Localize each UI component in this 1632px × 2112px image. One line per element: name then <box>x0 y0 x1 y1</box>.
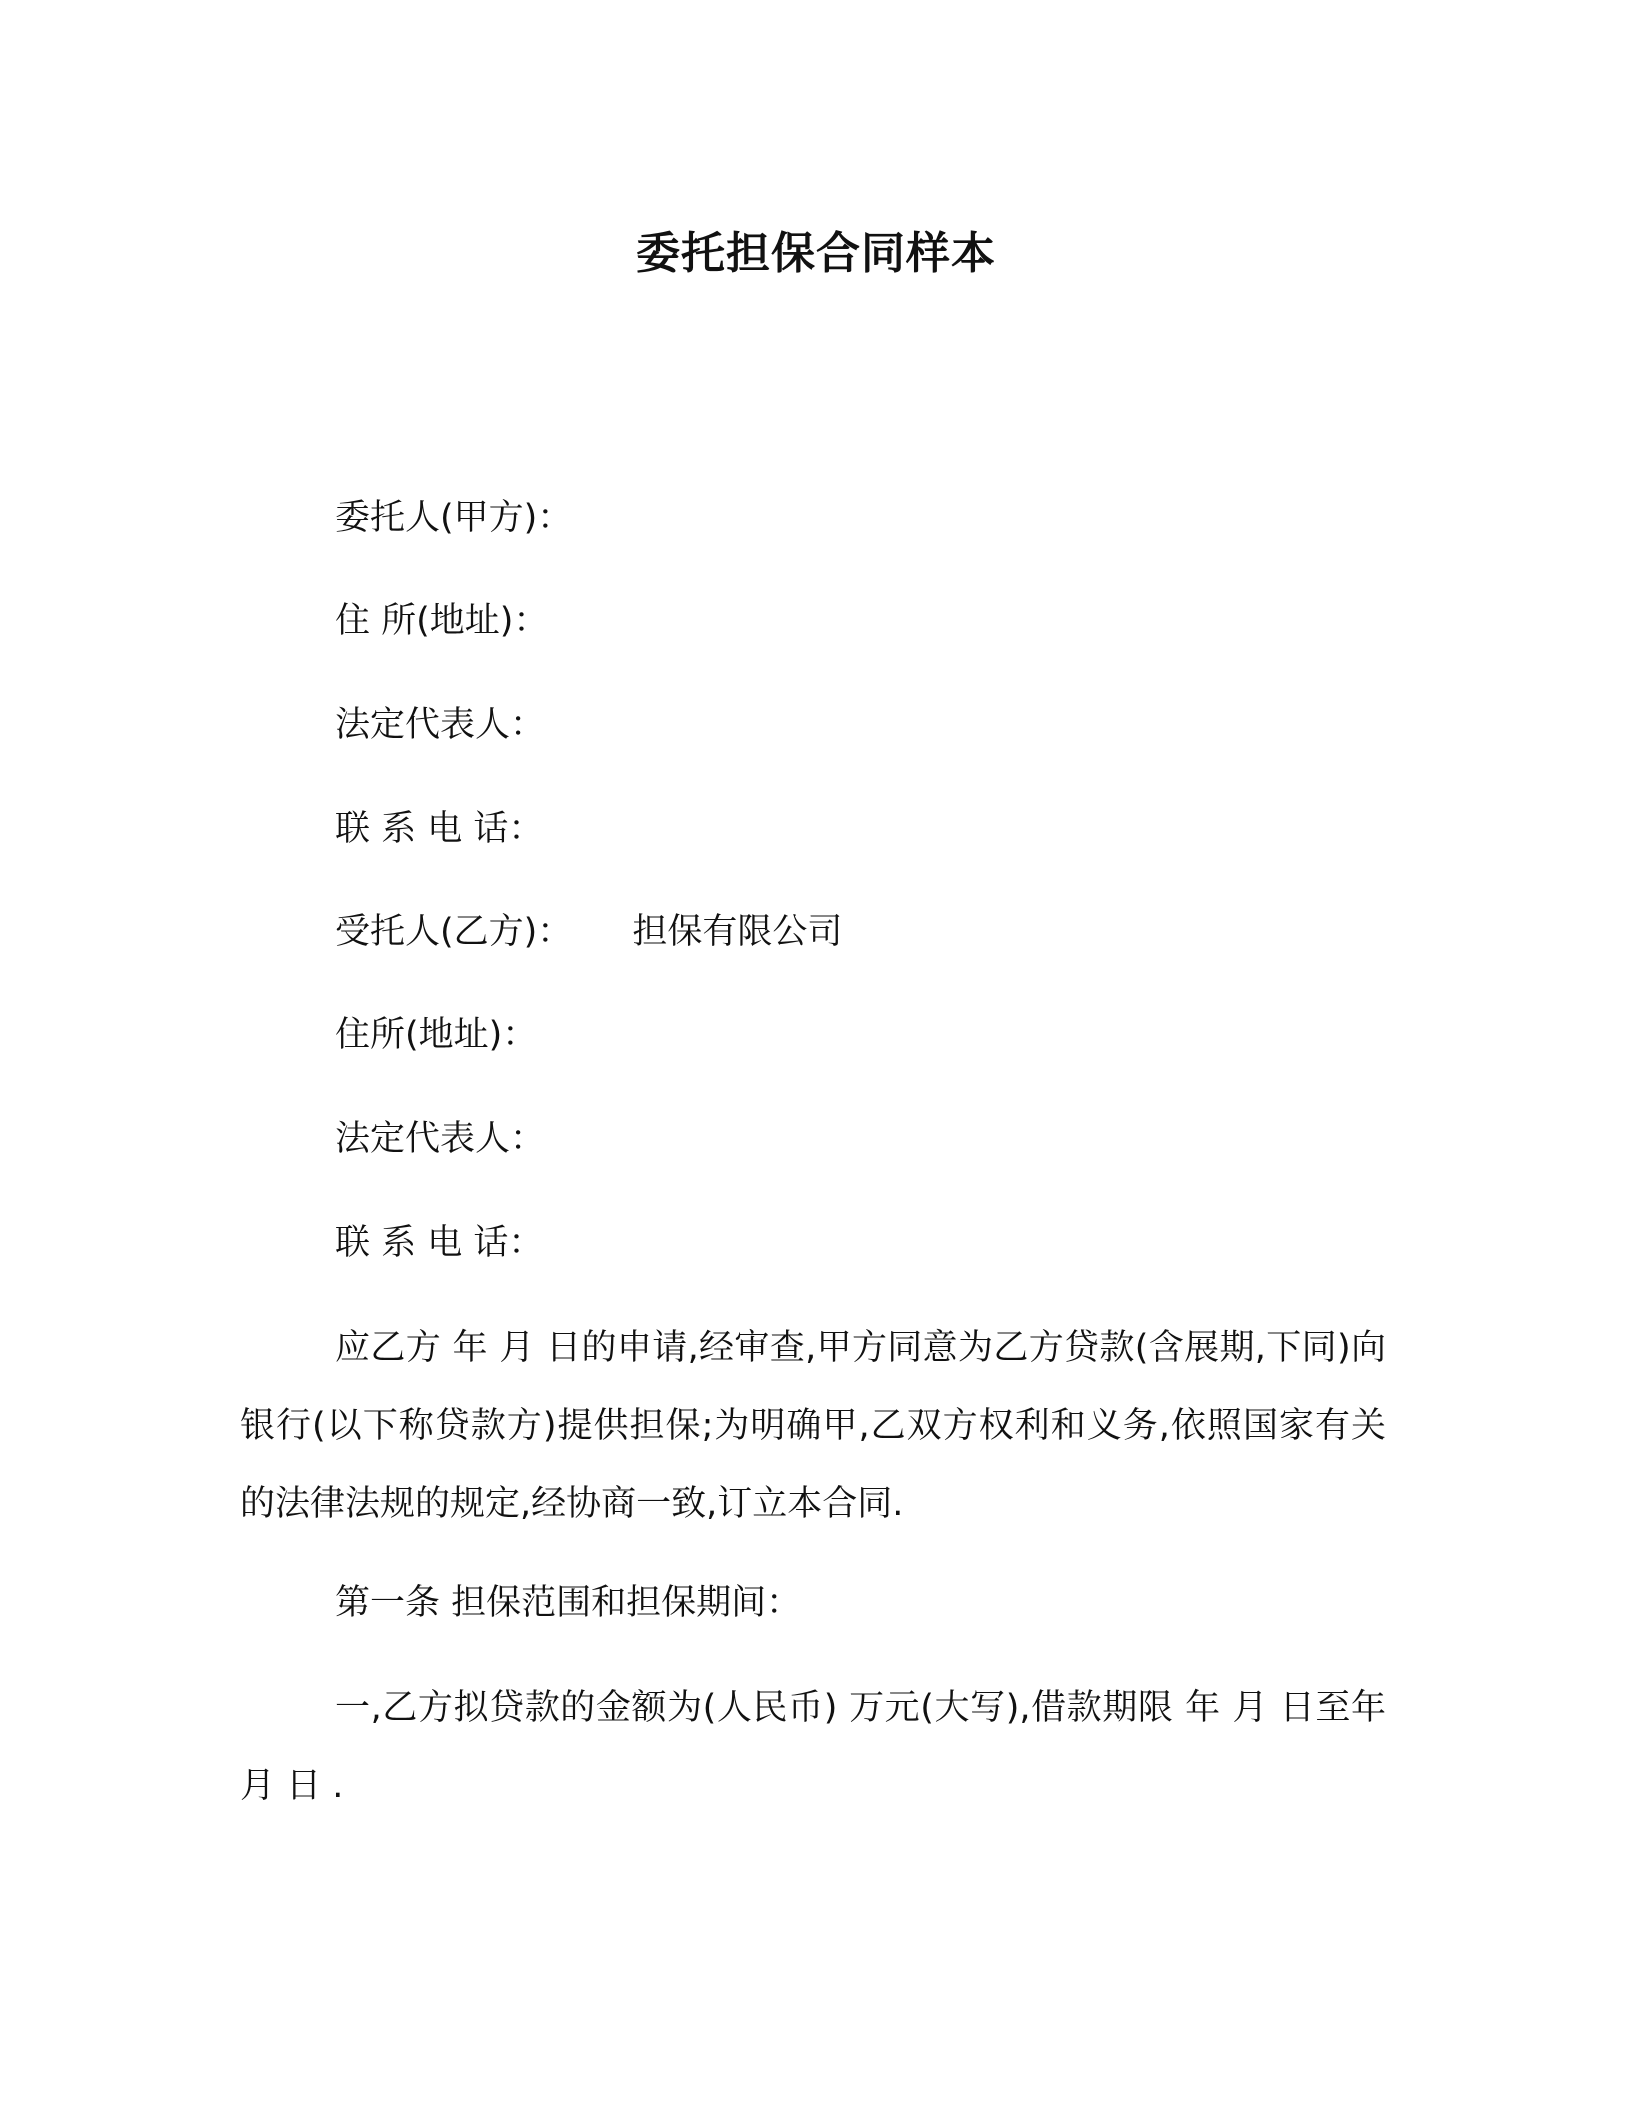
preamble-paragraph: 应乙方 年 月 日的申请,经审查,甲方同意为乙方贷款(含展期,下同)向 银行(以下称贷款方)提供担保;为明确甲,乙双方权利和义务,依照国家有关的法律法规的规定,经协商一致,订立本合同. <box>240 1328 1386 1524</box>
party-a-address-label: 住 所(地址)： <box>335 601 549 641</box>
article-1-heading: 第一条 担保范围和担保期间： <box>335 1583 802 1623</box>
party-b-legal-rep-label: 法定代表人： <box>335 1119 546 1159</box>
principal-label: 委托人(甲方)： <box>335 498 573 538</box>
party-b-address-label: 住所(地址)： <box>335 1015 538 1055</box>
document-title: 委托担保合同样本 <box>636 228 996 279</box>
party-b-phone-label: 联 系 电 话： <box>335 1223 544 1263</box>
party-a-legal-rep-label: 法定代表人： <box>335 705 546 745</box>
trustee-label: 受托人(乙方)： <box>335 912 573 952</box>
article-1-clause-1: 一,乙方拟贷款的金额为(人民币) 万元(大写),借款期限 年 月 日至年 月 日 . <box>240 1688 1386 1806</box>
trustee-company: 担保有限公司 <box>632 912 843 952</box>
trustee-line <box>335 909 842 955</box>
party-a-phone-label: 联 系 电 话： <box>335 809 544 849</box>
